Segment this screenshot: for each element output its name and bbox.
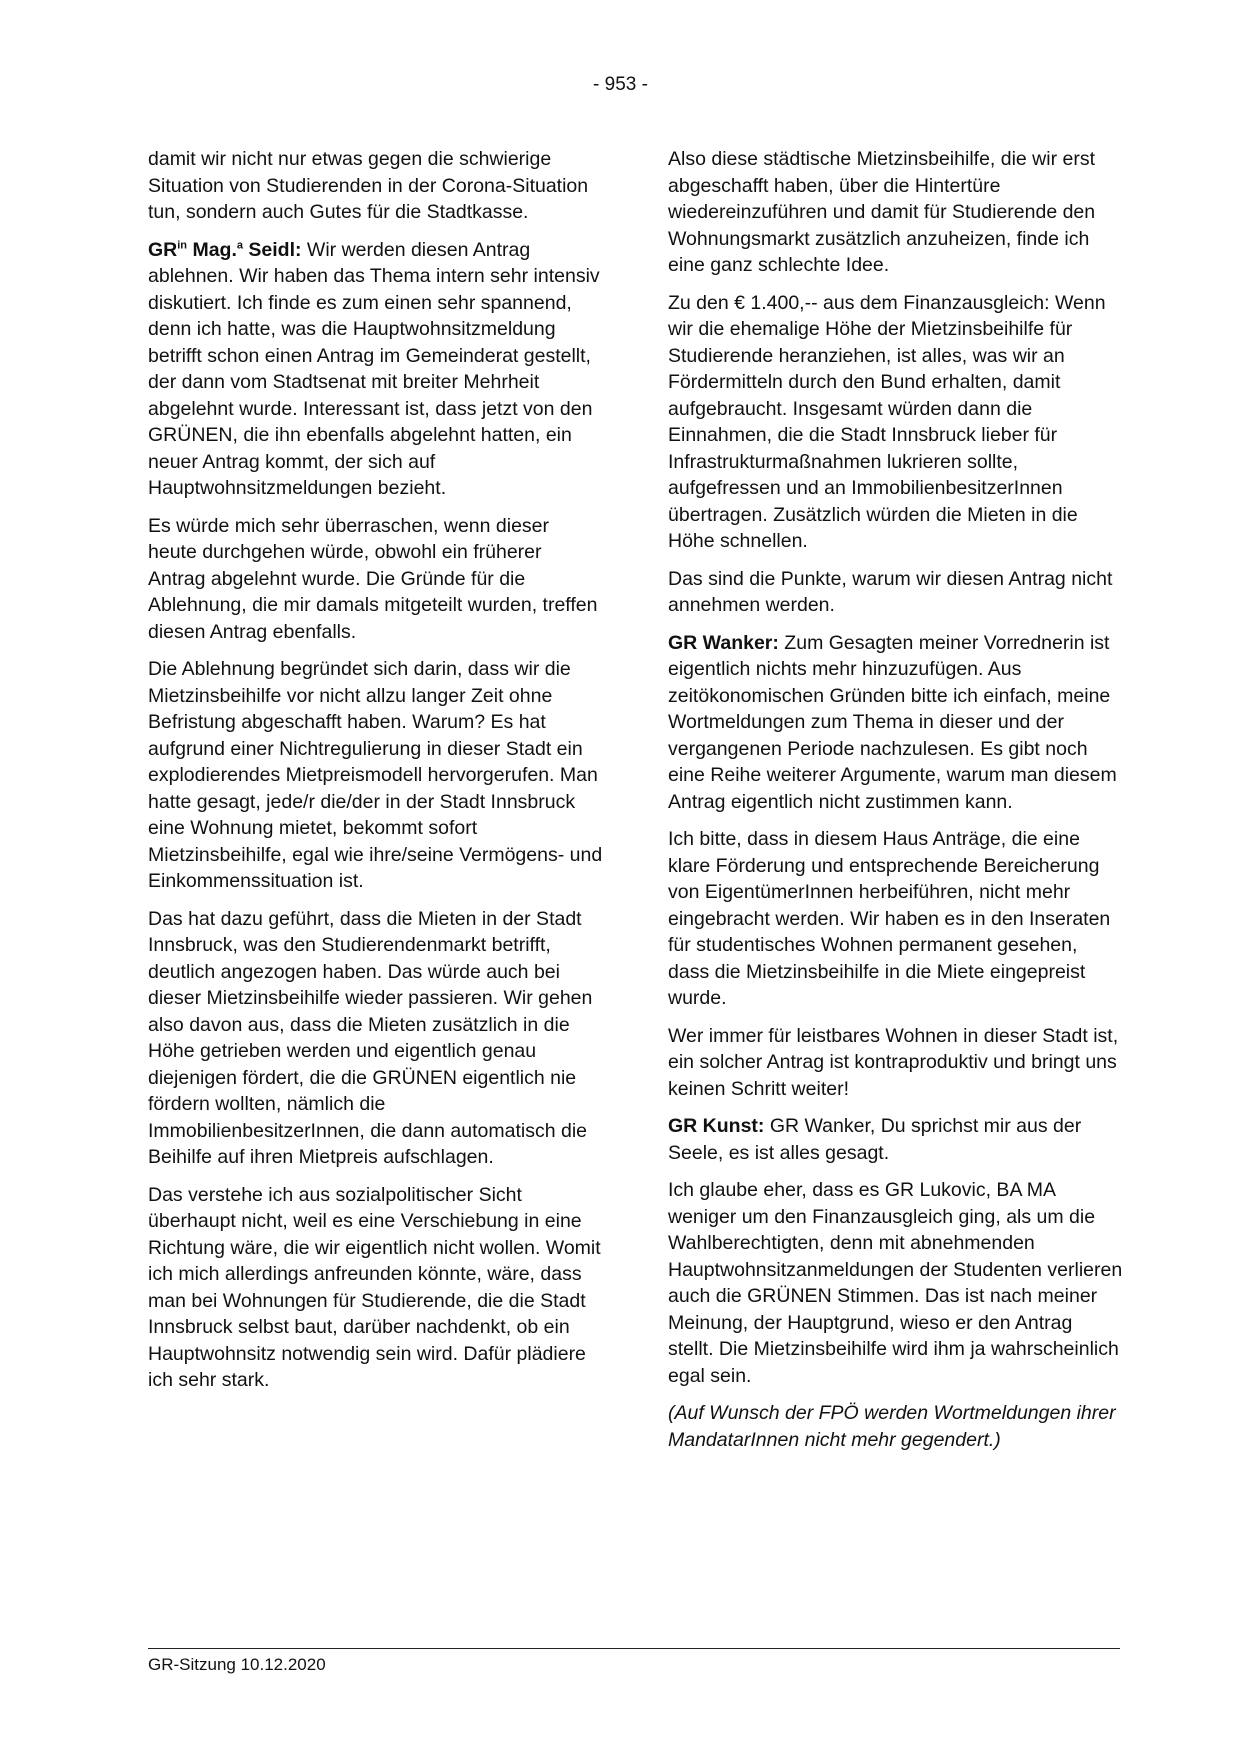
paragraph: Das verstehe ich aus sozialpolitischer Sicht überhaupt nicht, weil es eine Verschiebung in eine Richtung wäre, die wir eigentlich nicht wollen. Womit ich mich allerdings anfreunden könnte, wäre, dass man bei Wohnungen für Studierende, die die Stadt Innsbruck selbst baut, darüber nachdenkt, ob ein Hauptwohnsitz notwendig sein wird. Dafür plädiere ich sehr stark. <box>148 1183 601 1391</box>
paragraph: Zu den € 1.400,-- aus dem Finanzausgleich: Wenn wir die ehemalige Höhe der Mietzinsbeihilfe für Studierende heranziehen, ist alles, was wir an Fördermitteln durch den Bund erhalten, damit aufgebraucht. Insgesamt würden dann die Einnahmen, die die Stadt Innsbruck lieber für Infrastrukturmaßnahmen lukrieren sollte, aufgefressen und an ImmobilienbesitzerInnen übertragen. Zusätzlich würden die Mieten in die Höhe schnellen. <box>668 291 1106 552</box>
paragraph: Also diese städtische Mietzinsbeihilfe, die wir erst abgeschafft haben, über die Hintertüre wiedereinzuführen und damit für Studierende den Wohnungsmarkt zusätzlich anzuheizen, finde ich eine ganz schlechte Idee. <box>668 148 1096 276</box>
page-number: - 953 - <box>593 74 648 95</box>
speech-wanker <box>668 630 1123 816</box>
paragraph: Wer immer für leistbares Wohnen in dieser Stadt ist, ein solcher Antrag ist kontraproduktiv und bringt uns keinen Schritt weiter! <box>668 1024 1119 1100</box>
paragraph: damit wir nicht nur etwas gegen die schwierige Situation von Studierenden in der Corona-Situation tun, sondern auch Gutes für die Stadtkasse. <box>148 148 589 223</box>
speaker-name: $GR^{in}$ Mag.$^a$ Seidl: <box>148 238 302 261</box>
speech-text: Wir werden diesen Antrag ablehnen. Wir haben das Thema intern sehr intensiv diskutiert. Ich finde es zum einen sehr spannend, denn ich hatte, was die Hauptwohnsitzmeldung betrifft schon einen Antrag im Gemeinderat gestellt, der dann vom Stadtsenat mit breiter Mehrheit abgelehnt wurde. Interessant ist, dass jetzt von den GRÜNEN, die ihn ebenfalls abgelehnt hatten, ein neuer Antrag kommt, der sich auf Hauptwohnsitzmeldungen bezieht. <box>148 238 600 499</box>
paragraph: Das hat dazu geführt, dass die Mieten in der Stadt Innsbruck, was den Studierendenmarkt betrifft, deutlich angezogen haben. Das würde auch bei dieser Mietzinsbeihilfe wieder passieren. Wir gehen also davon aus, dass die Mieten zusätzlich in die Höhe getrieben werden und eigentlich genau diejenigen fördert, die die GRÜNEN eigentlich nie fördern wollten, nämlich die ImmobilienbesitzerInnen, die dann automatisch die Beihilfe auf ihren Mietpreis aufschlagen. <box>148 907 593 1168</box>
paragraph: Ich glaube eher, dass es GR Lukovic, BA MA weniger um den Finanzausgleich ging, als um die Wahlberechtigten, denn mit abnehmenden Hauptwohnsitzanmeldungen der Studenten verlieren auch die GRÜNEN Stimmen. Das ist nach meiner Meinung, der Hauptgrund, wieso er den Antrag stellt. Die Mietzinsbeihilfe wird ihm ja wahrscheinlich egal sein. <box>668 1179 1123 1387</box>
right-column <box>668 146 1123 1464</box>
paragraph: Die Ablehnung begründet sich darin, dass wir die Mietzinsbeihilfe vor nicht allzu langer Zeit ohne Befristung abgeschafft haben. Warum? Es hat aufgrund einer Nichtregulierung in dieser Stadt ein explodierendes Mietpreismodell hervorgerufen. Man hatte gesagt, jede/r die/der in der Stadt Innsbruck eine Wohnung mietet, bekommt sofort Mietzinsbeihilfe, egal wie ihre/seine Vermögens- und Einkommenssituation ist. <box>148 658 603 892</box>
speech-seidl <box>148 237 603 502</box>
speech-text: GR Wanker, Du sprichst mir aus der Seele, es ist alles gesagt. <box>668 1115 1082 1164</box>
footer-divider <box>148 1648 1120 1649</box>
footer-session-label: GR-Sitzung 10.12.2020 <box>148 1655 326 1674</box>
paragraph: Ich bitte, dass in diesem Haus Anträge, die eine klare Förderung und entsprechende Bereicherung von EigentümerInnen herbeiführen, nicht mehr eingebracht werden. Wir haben es in den Inseraten für studentisches Wohnen permanent gesehen, dass die Mietzinsbeihilfe in die Miete eingepreist wurde. <box>668 828 1111 1009</box>
speaker-name: GR Wanker: <box>668 631 779 654</box>
left-column <box>148 146 603 1405</box>
editorial-note: (Auf Wunsch der FPÖ werden Wortmeldungen ihrer MandatarInnen nicht mehr gegendert.) <box>668 1402 1116 1451</box>
speech-text: Zum Gesagten meiner Vorrednerin ist eigentlich nichts mehr hinzuzufügen. Aus zeitökonomischen Gründen bitte ich einfach, meine Wortmeldungen zum Thema in dieser und der vergangenen Periode nachzulesen. Es gibt noch eine Reihe weiterer Argumente, warum man diesem Antrag eigentlich nicht zustimmen kann. <box>668 631 1117 813</box>
paragraph: Das sind die Punkte, warum wir diesen Antrag nicht annehmen werden. <box>668 567 1113 616</box>
paragraph: Es würde mich sehr überraschen, wenn dieser heute durchgehen würde, obwohl ein früherer Antrag abgelehnt wurde. Die Gründe für die Ablehnung, die mir damals mitgeteilt wurden, treffen diesen Antrag ebenfalls. <box>148 514 598 643</box>
speech-kunst <box>668 1113 1123 1166</box>
speaker-name: GR Kunst: <box>668 1115 765 1137</box>
